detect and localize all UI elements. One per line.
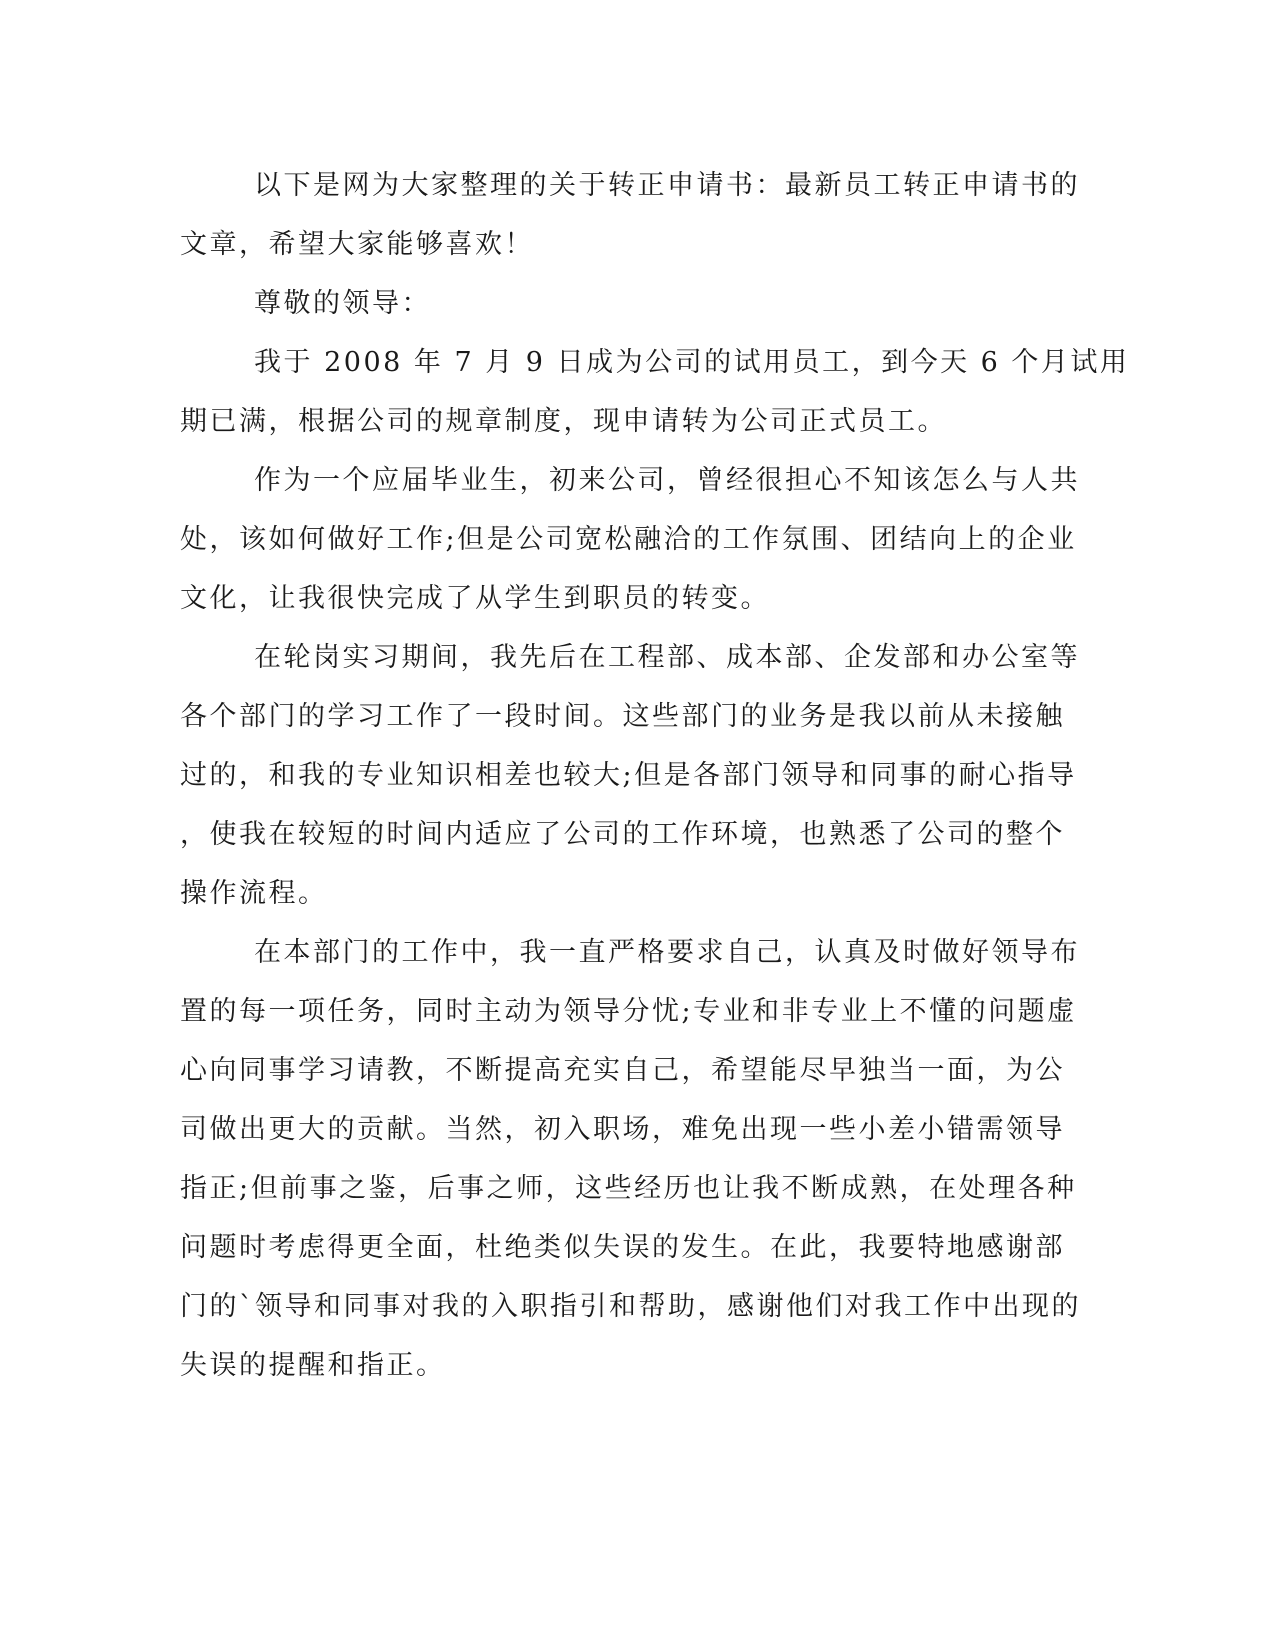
- text-line: 过的，和我的专业知识相差也较大;但是各部门领导和同事的耐心指导: [180, 760, 1077, 791]
- text-line: 在本部门的工作中，我一直严格要求自己，认真及时做好领导布: [254, 937, 1080, 968]
- text-line: 文章，希望大家能够喜欢！: [180, 229, 534, 260]
- document-body: [180, 156, 1130, 1395]
- text-line: 门的`领导和同事对我的入职指引和帮助，感谢他们对我工作中出现的: [180, 1291, 1081, 1322]
- text-line: 以下是网为大家整理的关于转正申请书：最新员工转正申请书的: [254, 170, 1080, 201]
- text-line: 失误的提醒和指正。: [180, 1350, 446, 1381]
- text-line: 尊敬的领导：: [254, 288, 431, 319]
- text-line: 作为一个应届毕业生，初来公司，曾经很担心不知该怎么与人共: [254, 465, 1080, 496]
- text-line: 司做出更大的贡献。当然，初入职场，难免出现一些小差小错需领导: [180, 1114, 1065, 1145]
- text-line: ，使我在较短的时间内适应了公司的工作环境，也熟悉了公司的整个: [180, 819, 1065, 850]
- text-line: 我于 2008 年 7 月 9 日成为公司的试用员工，到今天 6 个月试用: [254, 347, 1130, 378]
- text-line: 操作流程。: [180, 878, 328, 909]
- text-line: 各个部门的学习工作了一段时间。这些部门的业务是我以前从未接触: [180, 701, 1065, 732]
- text-line: 问题时考虑得更全面，杜绝类似失误的发生。在此，我要特地感谢部: [180, 1232, 1065, 1263]
- text-line: 处，该如何做好工作;但是公司宽松融洽的工作氛围、团结向上的企业: [180, 524, 1077, 555]
- text-line: 文化，让我很快完成了从学生到职员的转变。: [180, 583, 770, 614]
- text-line: 置的每一项任务，同时主动为领导分忧;专业和非专业上不懂的问题虚: [180, 996, 1077, 1027]
- text-line: 指正;但前事之鉴，后事之师，这些经历也让我不断成熟，在处理各种: [180, 1173, 1077, 1204]
- text-line: 心向同事学习请教，不断提高充实自己，希望能尽早独当一面，为公: [180, 1055, 1065, 1086]
- text-line: 在轮岗实习期间，我先后在工程部、成本部、企发部和办公室等: [254, 642, 1080, 673]
- text-line: 期已满，根据公司的规章制度，现申请转为公司正式员工。: [180, 406, 947, 437]
